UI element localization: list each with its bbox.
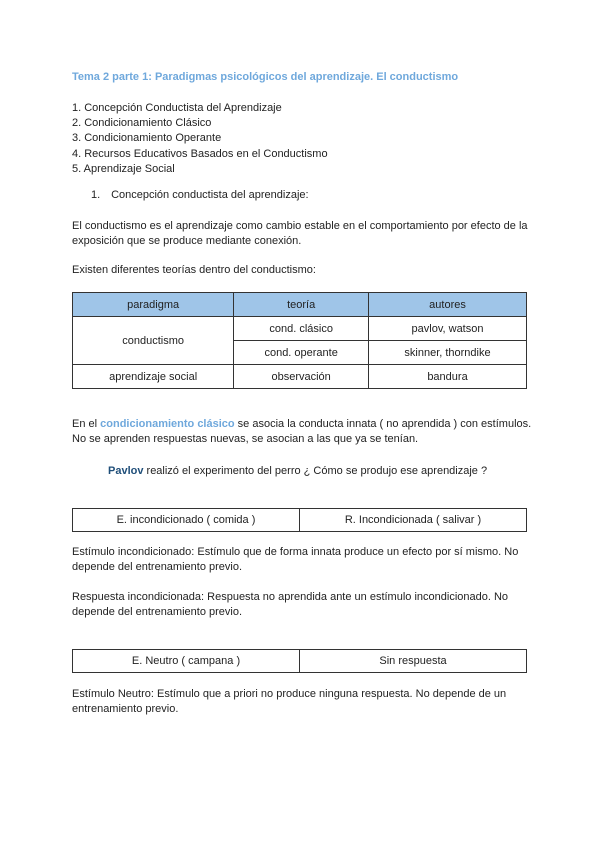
- header-cell: paradigma: [73, 293, 234, 317]
- table-row: [73, 509, 527, 532]
- highlight-term: condicionamiento clásico: [100, 418, 235, 430]
- table-cell: observación: [234, 365, 369, 389]
- toc-item: 1. Concepción Conductista del Aprendizaje: [72, 102, 282, 114]
- section-label: Concepción conductista del aprendizaje:: [111, 189, 309, 201]
- section-heading: [91, 189, 309, 201]
- text-span: realizó el experimento del perro ¿ Cómo se produjo ese aprendizaje ?: [143, 465, 488, 477]
- text-span: se asocia la conducta innata ( no aprendida ) con estímulos. No se aprenden respuestas nuevas, se asocian a las que ya se tenían.: [72, 418, 532, 446]
- paragraph-theories-intro: Existen diferentes teorías dentro del conductismo:: [72, 264, 316, 276]
- page-title: Tema 2 parte 1: Paradigmas psicológicos del aprendizaje. El conductismo: [72, 71, 459, 83]
- table-cell: conductismo: [73, 317, 234, 365]
- table-cell: bandura: [369, 365, 527, 389]
- paragraph-neutral-stimulus: Estímulo Neutro: Estímulo que a priori no produce ninguna respuesta. No depende de un entrenamiento previo.: [72, 688, 507, 716]
- toc-item: 5. Aprendizaje Social: [72, 162, 175, 175]
- paragraph-unconditioned-stimulus: Estímulo incondicionado: Estímulo que de forma innata produce un efecto por sí mismo. No depende del entrenamiento previo.: [72, 546, 519, 574]
- table-cell: cond. operante: [234, 341, 369, 365]
- table-cell: Sin respuesta: [300, 650, 527, 673]
- table-cell: aprendizaje social: [73, 365, 234, 389]
- table-cell: skinner, thorndike: [369, 341, 527, 365]
- table-header-row: [73, 293, 527, 317]
- table-row: [73, 650, 527, 673]
- toc-item: 3. Condicionamiento Operante: [72, 132, 222, 145]
- header-cell: teoría: [234, 293, 369, 317]
- paragraph-classical-conditioning: [72, 417, 532, 447]
- theories-table: [72, 292, 527, 389]
- table-cell: E. incondicionado ( comida ): [73, 509, 300, 532]
- text-span: En el: [72, 418, 101, 430]
- paragraph-unconditioned-response: Respuesta incondicionada: Respuesta no aprendida ante un estímulo incondicionado. No depende del entrenamiento previo.: [72, 591, 509, 619]
- toc-item: 2. Condicionamiento Clásico: [72, 117, 212, 130]
- highlight-name: Pavlov: [108, 465, 144, 477]
- paragraph-definition: El conductismo es el aprendizaje como cambio estable en el comportamiento por efecto de la exposición que se produce mediante conexión.: [72, 220, 528, 248]
- toc-item: 4. Recursos Educativos Basados en el Conductismo: [72, 147, 328, 160]
- section-number: 1.: [91, 189, 101, 201]
- table-cell: R. Incondicionada ( salivar ): [300, 509, 527, 532]
- paragraph-pavlov: [108, 464, 568, 479]
- neutral-stimulus-table: [72, 649, 527, 673]
- table-cell: E. Neutro ( campana ): [73, 650, 300, 673]
- stimulus-response-table: [72, 508, 527, 532]
- header-cell: autores: [369, 293, 527, 317]
- table-row: [73, 365, 527, 389]
- table-cell: pavlov, watson: [369, 317, 527, 341]
- table-cell: cond. clásico: [234, 317, 369, 341]
- table-row: [73, 317, 527, 341]
- table-of-contents: [72, 101, 328, 177]
